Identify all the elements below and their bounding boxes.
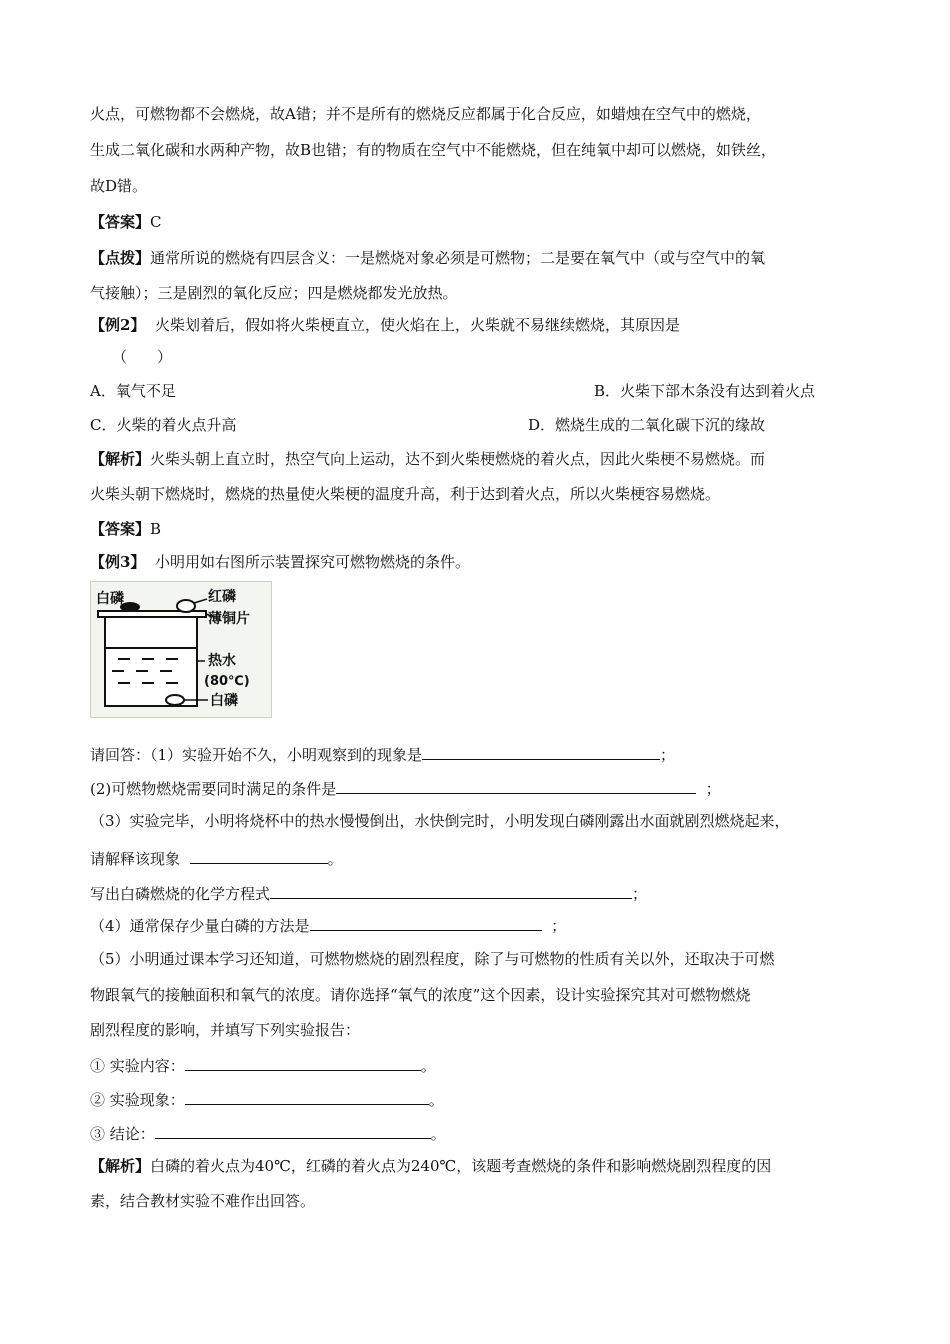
answer-paren: （ ）	[112, 348, 173, 366]
punctuation: 。	[420, 1057, 436, 1075]
text-line: 剧烈程度的影响，并填写下列实验报告：	[90, 1021, 361, 1039]
analysis-line	[90, 1156, 771, 1176]
label-red-phosphorus: 红磷	[208, 589, 236, 605]
label-white-phosphorus-bottom: 白磷	[210, 693, 238, 709]
answer-blank[interactable]	[155, 1122, 431, 1139]
answer-tag: 【答案】	[90, 213, 151, 231]
answer-blank[interactable]	[185, 1088, 429, 1105]
answer-blank[interactable]	[336, 777, 696, 794]
report-content	[90, 1054, 436, 1076]
example-2-question	[90, 315, 680, 335]
analysis-tag: 【解析】	[90, 450, 151, 468]
punctuation: 。	[428, 1091, 444, 1109]
punctuation: ；	[660, 746, 676, 764]
question-text: 写出白磷燃烧的化学方程式	[90, 885, 271, 903]
tip-line	[90, 248, 765, 268]
text-line: 生成二氧化碳和水两种产物，故B也错；有的物质在空气中不能燃烧，但在纯氧中却可以燃烧，如铁丝，	[90, 141, 777, 159]
question-text: (2)可燃物燃烧需要同时满足的条件是	[90, 780, 337, 798]
label-white-phosphorus-top: 白磷	[96, 591, 124, 607]
option-a: A．氧气不足	[90, 382, 176, 400]
report-conclusion	[90, 1122, 446, 1144]
text-line: 故D错。	[90, 177, 148, 195]
question-4	[90, 914, 566, 936]
question-text: （4）通常保存少量白磷的方法是	[90, 917, 310, 935]
question-3-explain	[90, 847, 343, 869]
answer-value: C	[150, 213, 162, 231]
option-d: D．燃烧生成的二氧化碳下沉的缘故	[528, 416, 766, 434]
text-line: 物跟氧气的接触面积和氧气的浓度。请你选择“氧气的浓度”这个因素，设计实验探究其对可燃物燃烧	[90, 986, 751, 1004]
punctuation: ；	[551, 917, 567, 935]
label-hot-water: 热水	[208, 653, 236, 669]
tip-tag: 【点拨】	[90, 249, 151, 267]
answer-line	[90, 212, 162, 232]
answer-blank[interactable]	[190, 847, 328, 864]
text-line: 气接触）；三是剧烈的氧化反应；四是燃烧都发光放热。	[90, 284, 458, 302]
analysis-tag: 【解析】	[90, 1157, 151, 1175]
question-1	[90, 743, 675, 765]
label-temperature: (80℃)	[204, 674, 250, 689]
answer-tag: 【答案】	[90, 520, 151, 538]
question-text: 火柴划着后，假如将火柴梗直立，使火焰在上，火柴就不易继续燃烧，其原因是	[154, 316, 680, 334]
question-2	[90, 777, 721, 799]
example-tag: 【例2】	[90, 316, 146, 334]
answer-line	[90, 519, 161, 539]
example-tag: 【例3】	[90, 553, 146, 571]
punctuation: ；	[705, 780, 721, 798]
experiment-apparatus-figure	[90, 581, 272, 718]
question-3: （3）实验完毕，小明将烧杯中的热水慢慢倒出，水快倒完时，小明发现白磷刚露出水面就剧烈燃烧起来，	[90, 812, 790, 830]
answer-blank[interactable]	[422, 743, 660, 760]
report-phenomenon	[90, 1088, 444, 1110]
answer-blank[interactable]	[270, 882, 632, 899]
question-text: 请回答：（1）实验开始不久，小明观察到的现象是	[90, 746, 423, 764]
tip-text: 通常所说的燃烧有四层含义：一是燃烧对象必须是可燃物；二是要在氧气中（或与空气中的氧	[150, 249, 766, 267]
answer-blank[interactable]	[185, 1054, 421, 1071]
option-b: B．火柴下部木条没有达到着火点	[594, 382, 816, 400]
punctuation: ；	[632, 885, 648, 903]
question-text: 请解释该现象	[90, 850, 181, 868]
report-label: ③ 结论：	[90, 1125, 155, 1143]
question-3-equation	[90, 882, 647, 904]
report-label: ① 实验内容：	[90, 1057, 185, 1075]
analysis-line	[90, 449, 765, 469]
analysis-text: 白磷的着火点为40℃，红磷的着火点为240℃，该题考查燃烧的条件和影响燃烧剧烈程度的因	[150, 1157, 772, 1175]
punctuation: 。	[327, 850, 343, 868]
report-label: ② 实验现象：	[90, 1091, 185, 1109]
answer-blank[interactable]	[310, 914, 542, 931]
label-copper-plate: 薄铜片	[208, 611, 250, 627]
text-line: 火柴头朝下燃烧时，燃烧的热量使火柴梗的温度升高，利于达到着火点，所以火柴梗容易燃烧。	[90, 485, 721, 503]
option-c: C．火柴的着火点升高	[90, 416, 237, 434]
text-line: 火点，可燃物都不会燃烧，故A错；并不是所有的燃烧反应都属于化合反应，如蜡烛在空气中的燃烧，	[90, 105, 761, 123]
analysis-text: 火柴头朝上直立时，热空气向上运动，达不到火柴梗燃烧的着火点，因此火柴梗不易燃烧。而	[150, 450, 766, 468]
answer-value: B	[150, 520, 162, 538]
example-3-question	[90, 552, 470, 572]
question-text: 小明用如右图所示装置探究可燃物燃烧的条件。	[154, 553, 470, 571]
punctuation: 。	[430, 1125, 446, 1143]
question-5: （5）小明通过课本学习还知道，可燃物燃烧的剧烈程度，除了与可燃物的性质有关以外，还取决于可燃	[90, 950, 775, 968]
text-line: 素，结合教材实验不难作出回答。	[90, 1192, 316, 1210]
